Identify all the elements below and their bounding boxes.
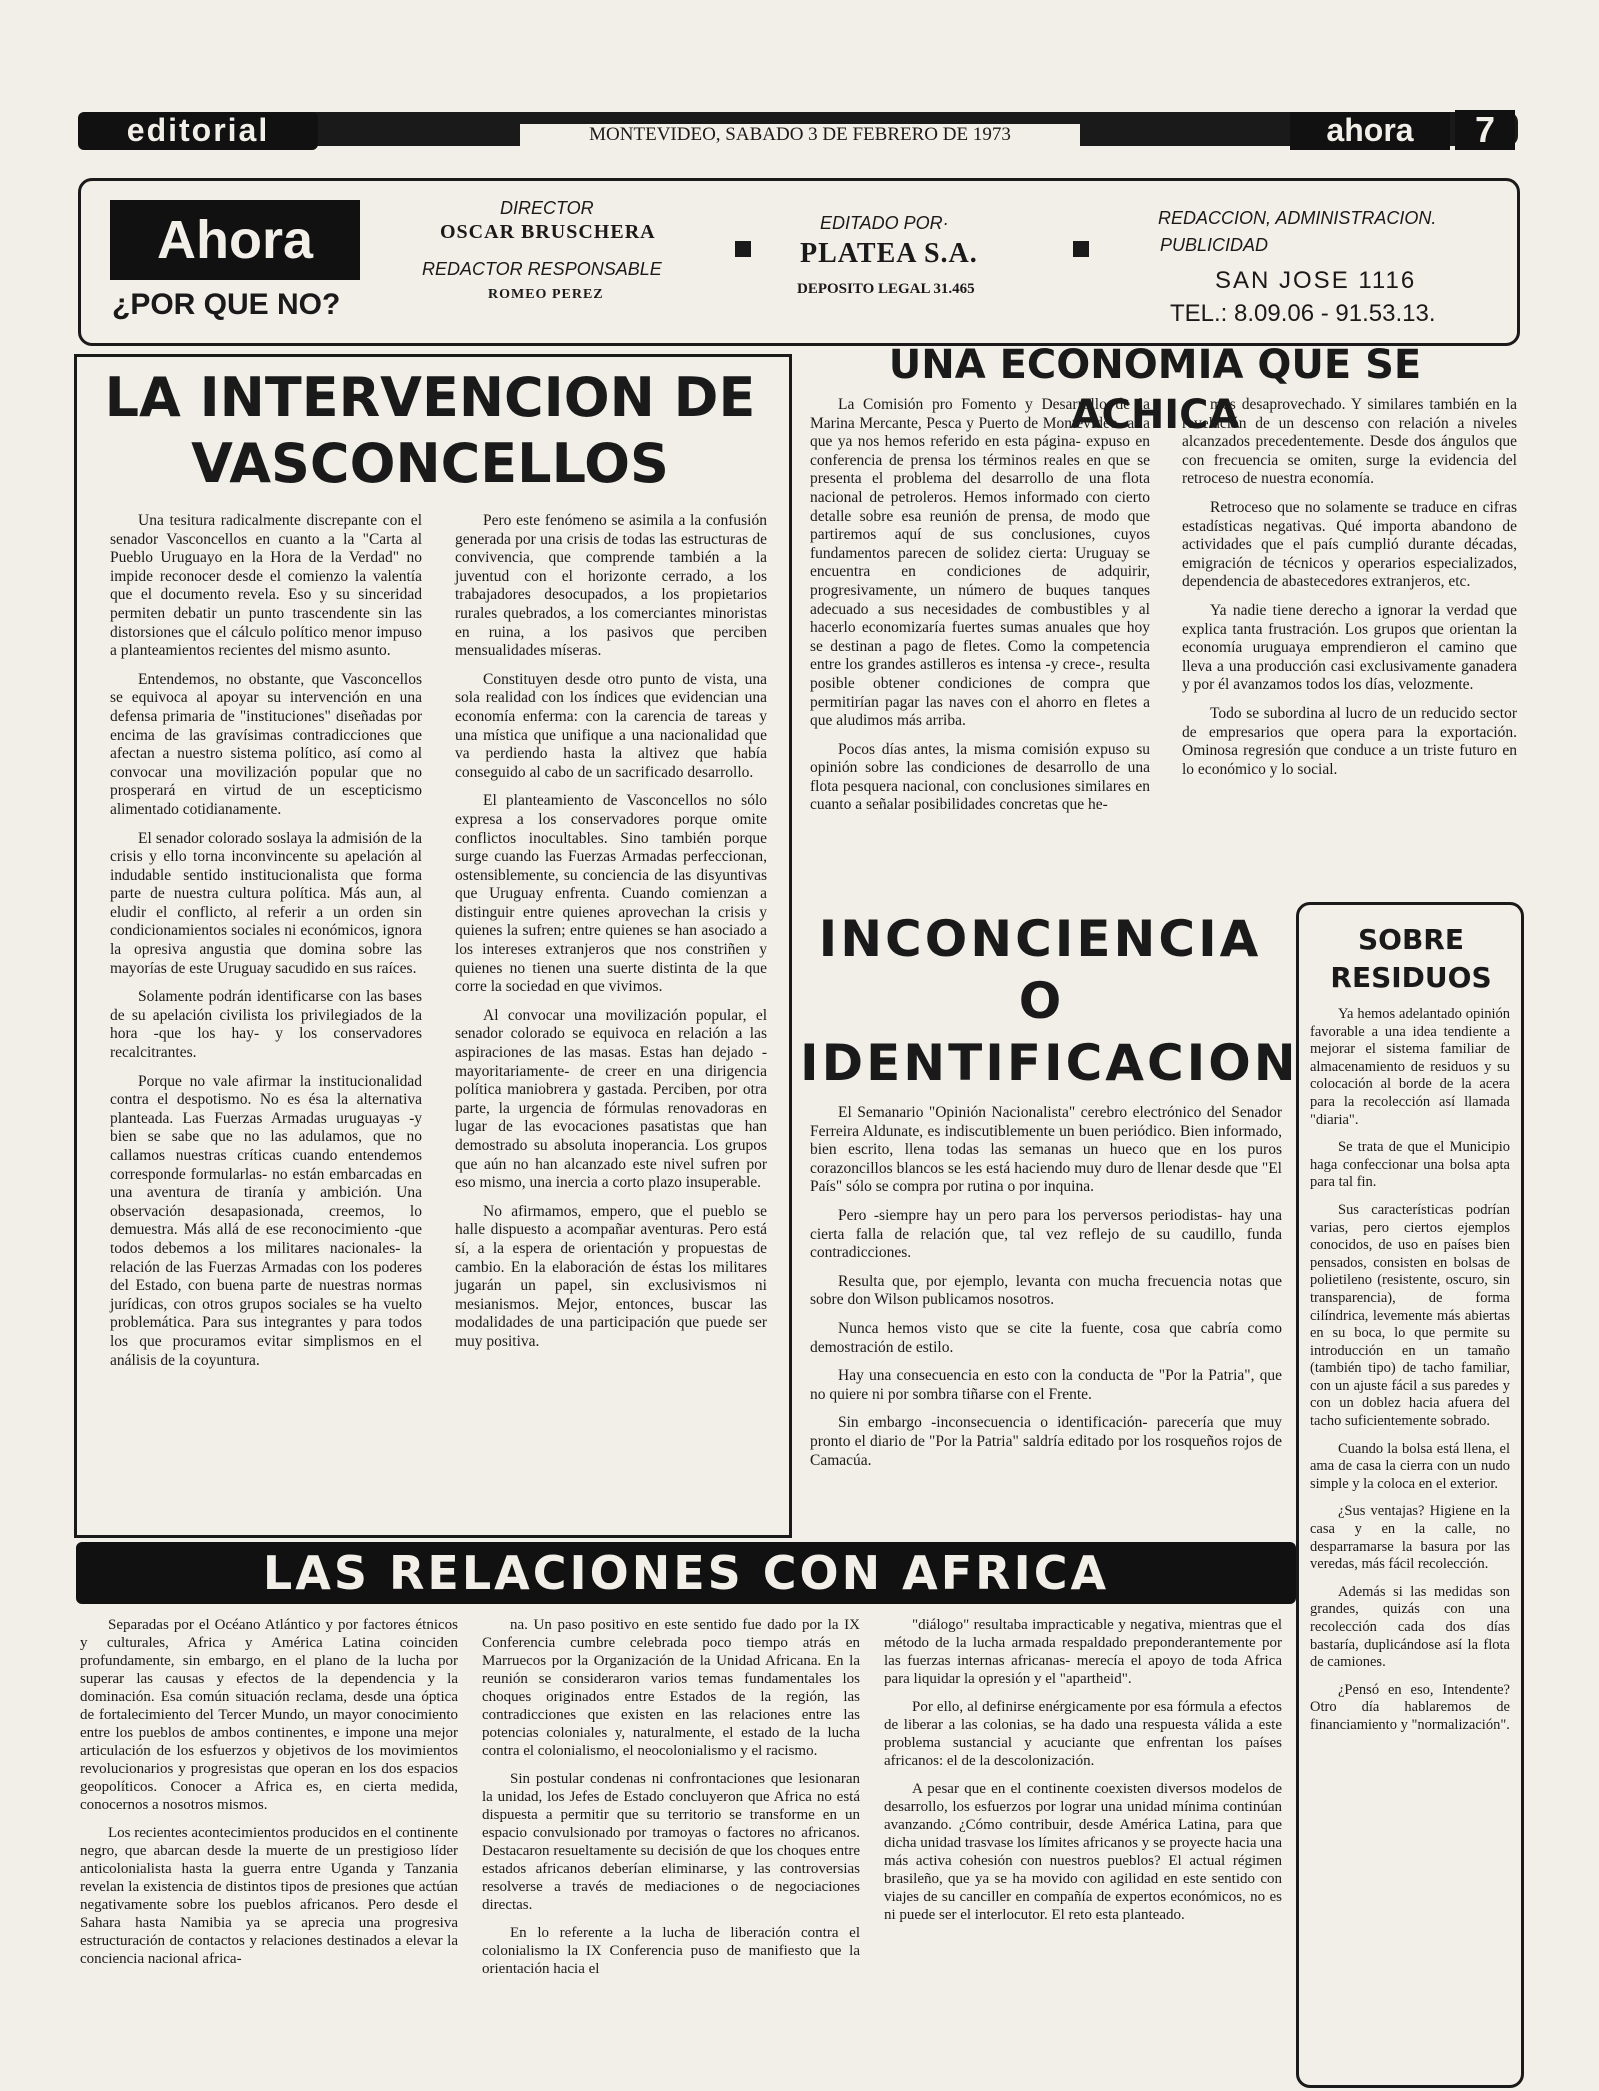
paragraph: "diálogo" resultaba impracticable y negativa, mientras que el método de la lucha armada respaldado preponderantemente por las fuerzas internas africanas- merecía el apoyo de toda Africa para liquidar la opresión y el "apartheid".: [884, 1617, 1282, 1687]
address: SAN JOSE 1116: [1215, 267, 1417, 294]
paragraph: Los recientes acontecimientos producidos en el continente negro, que abarcan desde la muerte de un prestigioso líder anticolonialista hasta la guerra entre Uganda y Tanzania revelan la existencia de distintos tipos de presiones que actúan negativamente sobre los pueblos africanos. Pero desde el Sahara hasta Namibia ya se aprecia una progresiva estructuración de contactos y relaciones destinados a elevar la conciencia nacional africa-: [80, 1825, 458, 1967]
article-vasconcellos-col2: [455, 512, 767, 1362]
director-label: DIRECTOR: [500, 198, 594, 218]
paragraph: Pocos días antes, la misma comisión expuso su opinión sobre las condiciones de desarrollo de una flota pesquera nacional, con conclusiones similares en cuanto a señalar posibilidades concretas que he-: [810, 740, 1150, 814]
paragraph: La Comisión pro Fomento y Desarrollo de la Marina Mercante, Pesca y Puerto de Montevideo -a la que ya nos hemos referido en esta página- expuso en conferencia de prensa los términos reales en que se presenta el problema del desarrollo de una flota nacional de petroleros. Hemos informado con cierto detalle sobre esa reunión de prensa, de modo que partiremos aquí de sus conclusiones, cuyos fundamentos parecen de solidez cierta: Uruguay se encuentra en condiciones de adquirir, progresivamente, un número de buques tanques adecuado a sus necesidades de combustibles y al hacerlo economizaría fuertes sumas anuales que hoy se destinan a pago de fletes. Como la competencia entre los grandes astilleros es intensa -y crece-, resulta posible obtener condiciones de compra que permitirían pagar las naves con el ahorro en fletes a que aludimos más arriba.: [810, 396, 1150, 730]
paragraph: Solamente podrán identificarse con las bases de su apelación civilista los privilegiados de la hora -que los hay- y los conservadores recalcitrantes.: [110, 988, 422, 1062]
paragraph: Entendemos, no obstante, que Vasconcellos se equivoca al apoyar su intervención en una defensa primaria de "instituciones" diseñadas por encima de las gravísimas contradicciones que afectan a nuestro sistema político, así como al convocar una movilización popular que no prosperará en virtud de un escepticismo alimentado cotidianamente.: [110, 670, 422, 818]
paragraph: Nunca hemos visto que se cite la fuente, cosa que cabría como demostración de estilo.: [810, 1319, 1282, 1356]
paragraph: Además si las medidas son grandes, quizás con una recolección cada dos días bastaría, duplicándose así la flota de camiones.: [1310, 1583, 1510, 1671]
paragraph: No afirmamos, empero, que el pueblo se halle dispuesto a acompañar aventuras. Pero está sí, a la espera de orientación y propuestas de cambio. En la elaboración de éstas los militares jugarán un papel, sin exclusivismos ni mesianismos. Mejor, entonces, buscar las modalidades de una participación que puede ser muy positiva.: [455, 1202, 767, 1350]
article-africa-col2: [482, 1616, 860, 1988]
paragraph: ¿Sus ventajas? Higiene en la casa y en la calle, no desparramarse la basura por las veredas, más fácil recolección.: [1310, 1503, 1510, 1573]
logo-tagline: ¿POR QUE NO?: [112, 288, 341, 321]
headline-inconciencia-line2: O: [1018, 972, 1062, 1030]
phone: TEL.: 8.09.06 - 91.53.13.: [1170, 300, 1436, 327]
section-label: editorial: [78, 112, 318, 150]
headline-africa: LAS RELACIONES CON AFRICA: [76, 1542, 1296, 1604]
headline-economia: UNA ECONOMIA QUE SE ACHICA: [888, 342, 1422, 438]
director-name: OSCAR BRUSCHERA: [440, 221, 656, 243]
paragraph: El senador colorado soslaya la admisión de la crisis y ello torna inconvincente su apelación al indudable sentido institucionalista que forma parte de nuestra cultura política. Más aun, al eludir el conflicto, al referir a un orden sin condicionamientos sociales ni económicos, ignora la opresiva angustia que domina sobre las mayorías de este Uruguay sacudido en sus raíces.: [110, 829, 422, 977]
page-number: 7: [1455, 110, 1515, 150]
paragraph: Porque no vale afirmar la institucionalidad contra el despotismo. No es ésa la alternativa planteada. Las Fuerzas Armadas uruguayas -y bien se sabe que no las adulamos, que no callamos nuestras críticas cuando entendemos corresponde formularlas- no están embarcadas en una aventura de tiranía y ambición. Una observación desapasionada, creemos, lo demuestra. Más allá de ese reconocimiento -que todos debemos a los militares nacionales- la relación de las Fuerzas Armadas con los poderes del Estado, con buena parte de nuestras normas jurídicas, con otros grupos sociales se ha vuelto problemática. Para sus integrantes y para todos los que procuramos evitar simplismos en el análisis de la coyuntura.: [110, 1072, 422, 1369]
article-africa-col3: [884, 1616, 1282, 1934]
paragraph: Todo se subordina al lucro de un reducido sector de empresarios que opera para la exportación. Ominosa regresión que conduce a un triste futuro en lo económico y lo social.: [1182, 704, 1517, 778]
paragraph: Sin embargo -inconsecuencia o identificación- parecería que muy pronto el diario de "Por la Patria" saldría editado por los rosqueños rojos de Camacúa.: [810, 1414, 1282, 1469]
paragraph: El Semanario "Opinión Nacionalista" cerebro electrónico del Senador Ferreira Aldunate, es indiscutiblemente un buen periódico. Bien informado, bien escrito, llena todas las semanas un hueco que en los puros corazoncillos blancos se les está haciendo muy duro de llenar desde que "El País" sólo se compra por rutina o por inquina.: [810, 1104, 1282, 1196]
paragraph: Pero -siempre hay un pero para los perversos periodistas- hay una cierta falla de relación que, tal vez reflejo de su caudillo, funda contradicciones.: [810, 1206, 1282, 1262]
paragraph: Ya nadie tiene derecho a ignorar la verdad que explica tanta frustración. Los grupos que orientan la economía uruguaya emprendieron el camino que lleva a una producción casi exclusivamente ganadera y por él avanzamos todos los días, velozmente.: [1182, 601, 1517, 694]
article-economia-col2: [1182, 396, 1517, 789]
separator-square: [1073, 241, 1089, 257]
paragraph: Pero este fenómeno se asimila a la confusión generada por una crisis de todas las estructuras de convivencia, que comprende también a la juventud con el horizonte cerrado, a los trabajadores desocupados, a los propietarios rurales quebrados, a los comerciantes minoristas en ruina, a los pasivos que perciben mensualidades míseras.: [455, 512, 767, 660]
redactor-name: ROMEO PEREZ: [488, 287, 604, 302]
article-economia-col1: [810, 396, 1150, 825]
article-africa-col1: [80, 1616, 458, 1978]
article-vasconcellos-col1: [110, 512, 422, 1380]
paragraph: Resulta que, por ejemplo, levanta con mucha frecuencia notas que sobre don Wilson publicamos nosotros.: [810, 1272, 1282, 1309]
paragraph: A pesar que en el continente coexisten diversos modelos de desarrollo, los esfuerzos por lograr una unidad mínima continúan avanzando. ¿Cómo contribuir, desde América Latina, para que dicha unidad trasvase los límites africanos y se proyecte hacia una más activa cohesión con nuestros pueblos? El actual régimen brasileño, que ya se ha movido con agilidad en este sentido con viajes de su canciller en compañía de expertos económicos, no es ni puede ser el interlocutor. El reto esta planteado.: [884, 1781, 1282, 1923]
brand-label: ahora: [1290, 112, 1450, 150]
paragraph: ¿Pensó en eso, Intendente? Otro día hablaremos de financiamiento y "normalización".: [1310, 1681, 1510, 1733]
paragraph: mos desaprovechado. Y similares también en la revelación de un descenso con relación a niveles alcanzados precedentemente. Desde dos ángulos que con frecuencia se omiten, surge la evidencia del retroceso de nuestra economía.: [1182, 396, 1517, 488]
paragraph: Sus características podrían varias, pero ciertos ejemplos conocidos, de uso en países bien pensados, consisten en bolsas de polietileno (resistente, oscuro, sin transparencia), de forma cilíndrica, levemente más abiertas en su boca, lo que permite su introducción en un tamaño (también tipo) de tacho familiar, con un ajuste fácil a sus paredes y con un doblez hacia afuera del tacho suficientemente sobrado.: [1310, 1201, 1510, 1430]
paragraph: Sin postular condenas ni confrontaciones que lesionaran la unidad, los Jefes de Estado concluyeron que Africa no está dispuesta a permitir que su territorio se transforme en un espacio convulsionado por tramoyas o factores no africanos. Destacaron resueltamente su decisión de que los choques entre estados africanos deberían eliminarse, y las controversias resolverse a través de mediaciones o de negociaciones directas.: [482, 1771, 860, 1913]
paragraph: Ya hemos adelantado opinión favorable a una idea tendiente a mejorar el sistema familiar de almacenamiento de residuos y su colocación al borde de la acera para la recolección así llamada "diaria".: [1310, 1006, 1510, 1128]
headline-residuos-line2: RESIDUOS: [1330, 961, 1492, 994]
redactor-label: REDACTOR RESPONSABLE: [422, 259, 662, 279]
newspaper-logo: Ahora: [110, 200, 360, 280]
paragraph: El planteamiento de Vasconcellos no sólo expresa a los conservadores porque omite conflictos inocultables. Sino también porque surge cuando las Fuerzas Armadas perfeccionan, ostensiblemente, su conciencia de las disyuntivas que Uruguay enfrenta. Cuando comienzan a distinguir entre quienes aprovechan la crisis y quienes la sufren; entre quienes se han asociado a los intereses extranjeros que nos constriñen y quienes no tienen una suerte distinta de la que corre la sociedad en que vivimos.: [455, 792, 767, 996]
headline-inconciencia-line1: INCONCIENCIA: [818, 910, 1262, 968]
paragraph: Por ello, al definirse enérgicamente por esa fórmula a efectos de liberar a las colonias, se ha dado una respuesta válida a este problema sustancial y acuciante que enfrentan los países africanos: el de la descolonización.: [884, 1699, 1282, 1769]
article-residuos-body: [1310, 1006, 1510, 1745]
paragraph: na. Un paso positivo en este sentido fue dado por la IX Conferencia cumbre celebrada poco tiempo atrás en Marruecos por la Organización de la Unidad Africana. En la reunión se consideraron varios temas fundamentales los choques originados entre Estados de la región, las contradicciones que existen en las relaciones entre las potencias coloniales y, naturalmente, el estado de la lucha contra el colonialismo, el neocolonialismo y el racismo.: [482, 1617, 860, 1759]
paragraph: En lo referente a la lucha de liberación contra el colonialismo la IX Conferencia puso de manifiesto que la orientación hacia el: [482, 1925, 860, 1977]
redaccion-label: REDACCION, ADMINISTRACION.: [1158, 208, 1437, 228]
editor-name: PLATEA S.A.: [800, 238, 978, 269]
article-inconciencia-body: [810, 1104, 1282, 1480]
headline-intervencion-line2: VASCONCELLOS: [191, 432, 669, 495]
editado-label: EDITADO POR·: [820, 213, 949, 233]
paragraph: Se trata de que el Municipio haga confeccionar una bolsa apta para tal fin.: [1310, 1139, 1510, 1191]
paragraph: Constituyen desde otro punto de vista, una sola realidad con los índices que evidencian una economía enferma: con la carencia de tareas y una mística que unifique a una nacionalidad que va perdiendo hasta la altivez que había conseguido al cabo de un sacrificado desarrollo.: [455, 670, 767, 781]
separator-square: [735, 241, 751, 257]
paragraph: Separadas por el Océano Atlántico y por factores étnicos y culturales, Africa y América Latina coinciden profundamente, sin embargo, en el plano de la lucha por superar las causas y efectos de la dependencia y la dominación. Esa común situación reclama, desde una óptica de fortalecimiento del Tercer Mundo, un mayor conocimiento entre los pueblos de ambos continentes, e impone una mejor articulación de los esfuerzos y objetivos de los movimientos revolucionarios y progresistas que operan en los dos espacios geopolíticos. Conocer a Africa es, en cierta medida, conocernos a nosotros mismos.: [80, 1617, 458, 1813]
paragraph: Al convocar una movilización popular, el senador colorado se equivoca en relación a las aspiraciones de las masas. Estas han dejado -mayoritariamente- de creer en una dirigencia política maniobrera y gastada. Perciben, por otra parte, la urgencia de fórmulas renovadoras en lugar de las evocaciones pasatistas que han demostrado su absoluta inoperancia. Los grupos que aún no han alcanzado este nivel sufren por eso mismo, una inercia a corto plazo insuperable.: [455, 1006, 767, 1192]
paragraph: Retroceso que no solamente se traduce en cifras estadísticas negativas. Qué importa abandono de actividades que el país cumplió durante décadas, emigración de técnicos y operarios especializados, dependencia de abastecedores extranjeros, etc.: [1182, 498, 1517, 591]
paragraph: Una tesitura radicalmente discrepante con el senador Vasconcellos en cuanto a la "Carta al Pueblo Uruguayo en la Hora de la Verdad" no impide reconocer desde el comienzo la valentía que el documento revela. Eso y su sinceridad permiten debatir un punto trascendente sin las distorsiones que el cálculo político menor impuso a planteamientos recientes del mismo asunto.: [110, 512, 422, 660]
headline-intervencion-line1: LA INTERVENCION DE: [104, 366, 756, 429]
headline-inconciencia-line3: IDENTIFICACION: [800, 1034, 1299, 1092]
dateline: MONTEVIDEO, SABADO 3 DE FEBRERO DE 1973: [520, 124, 1080, 146]
deposito-legal: DEPOSITO LEGAL 31.465: [797, 281, 975, 297]
headline-residuos-line1: SOBRE: [1358, 923, 1464, 956]
publicidad-label: PUBLICIDAD: [1160, 235, 1269, 255]
paragraph: Cuando la bolsa está llena, el ama de casa la cierra con un nudo simple y la coloca en el exterior.: [1310, 1440, 1510, 1492]
paragraph: Hay una consecuencia en esto con la conducta de "Por la Patria", que no quiere ni por sombra tiñarse con el Frente.: [810, 1367, 1282, 1403]
